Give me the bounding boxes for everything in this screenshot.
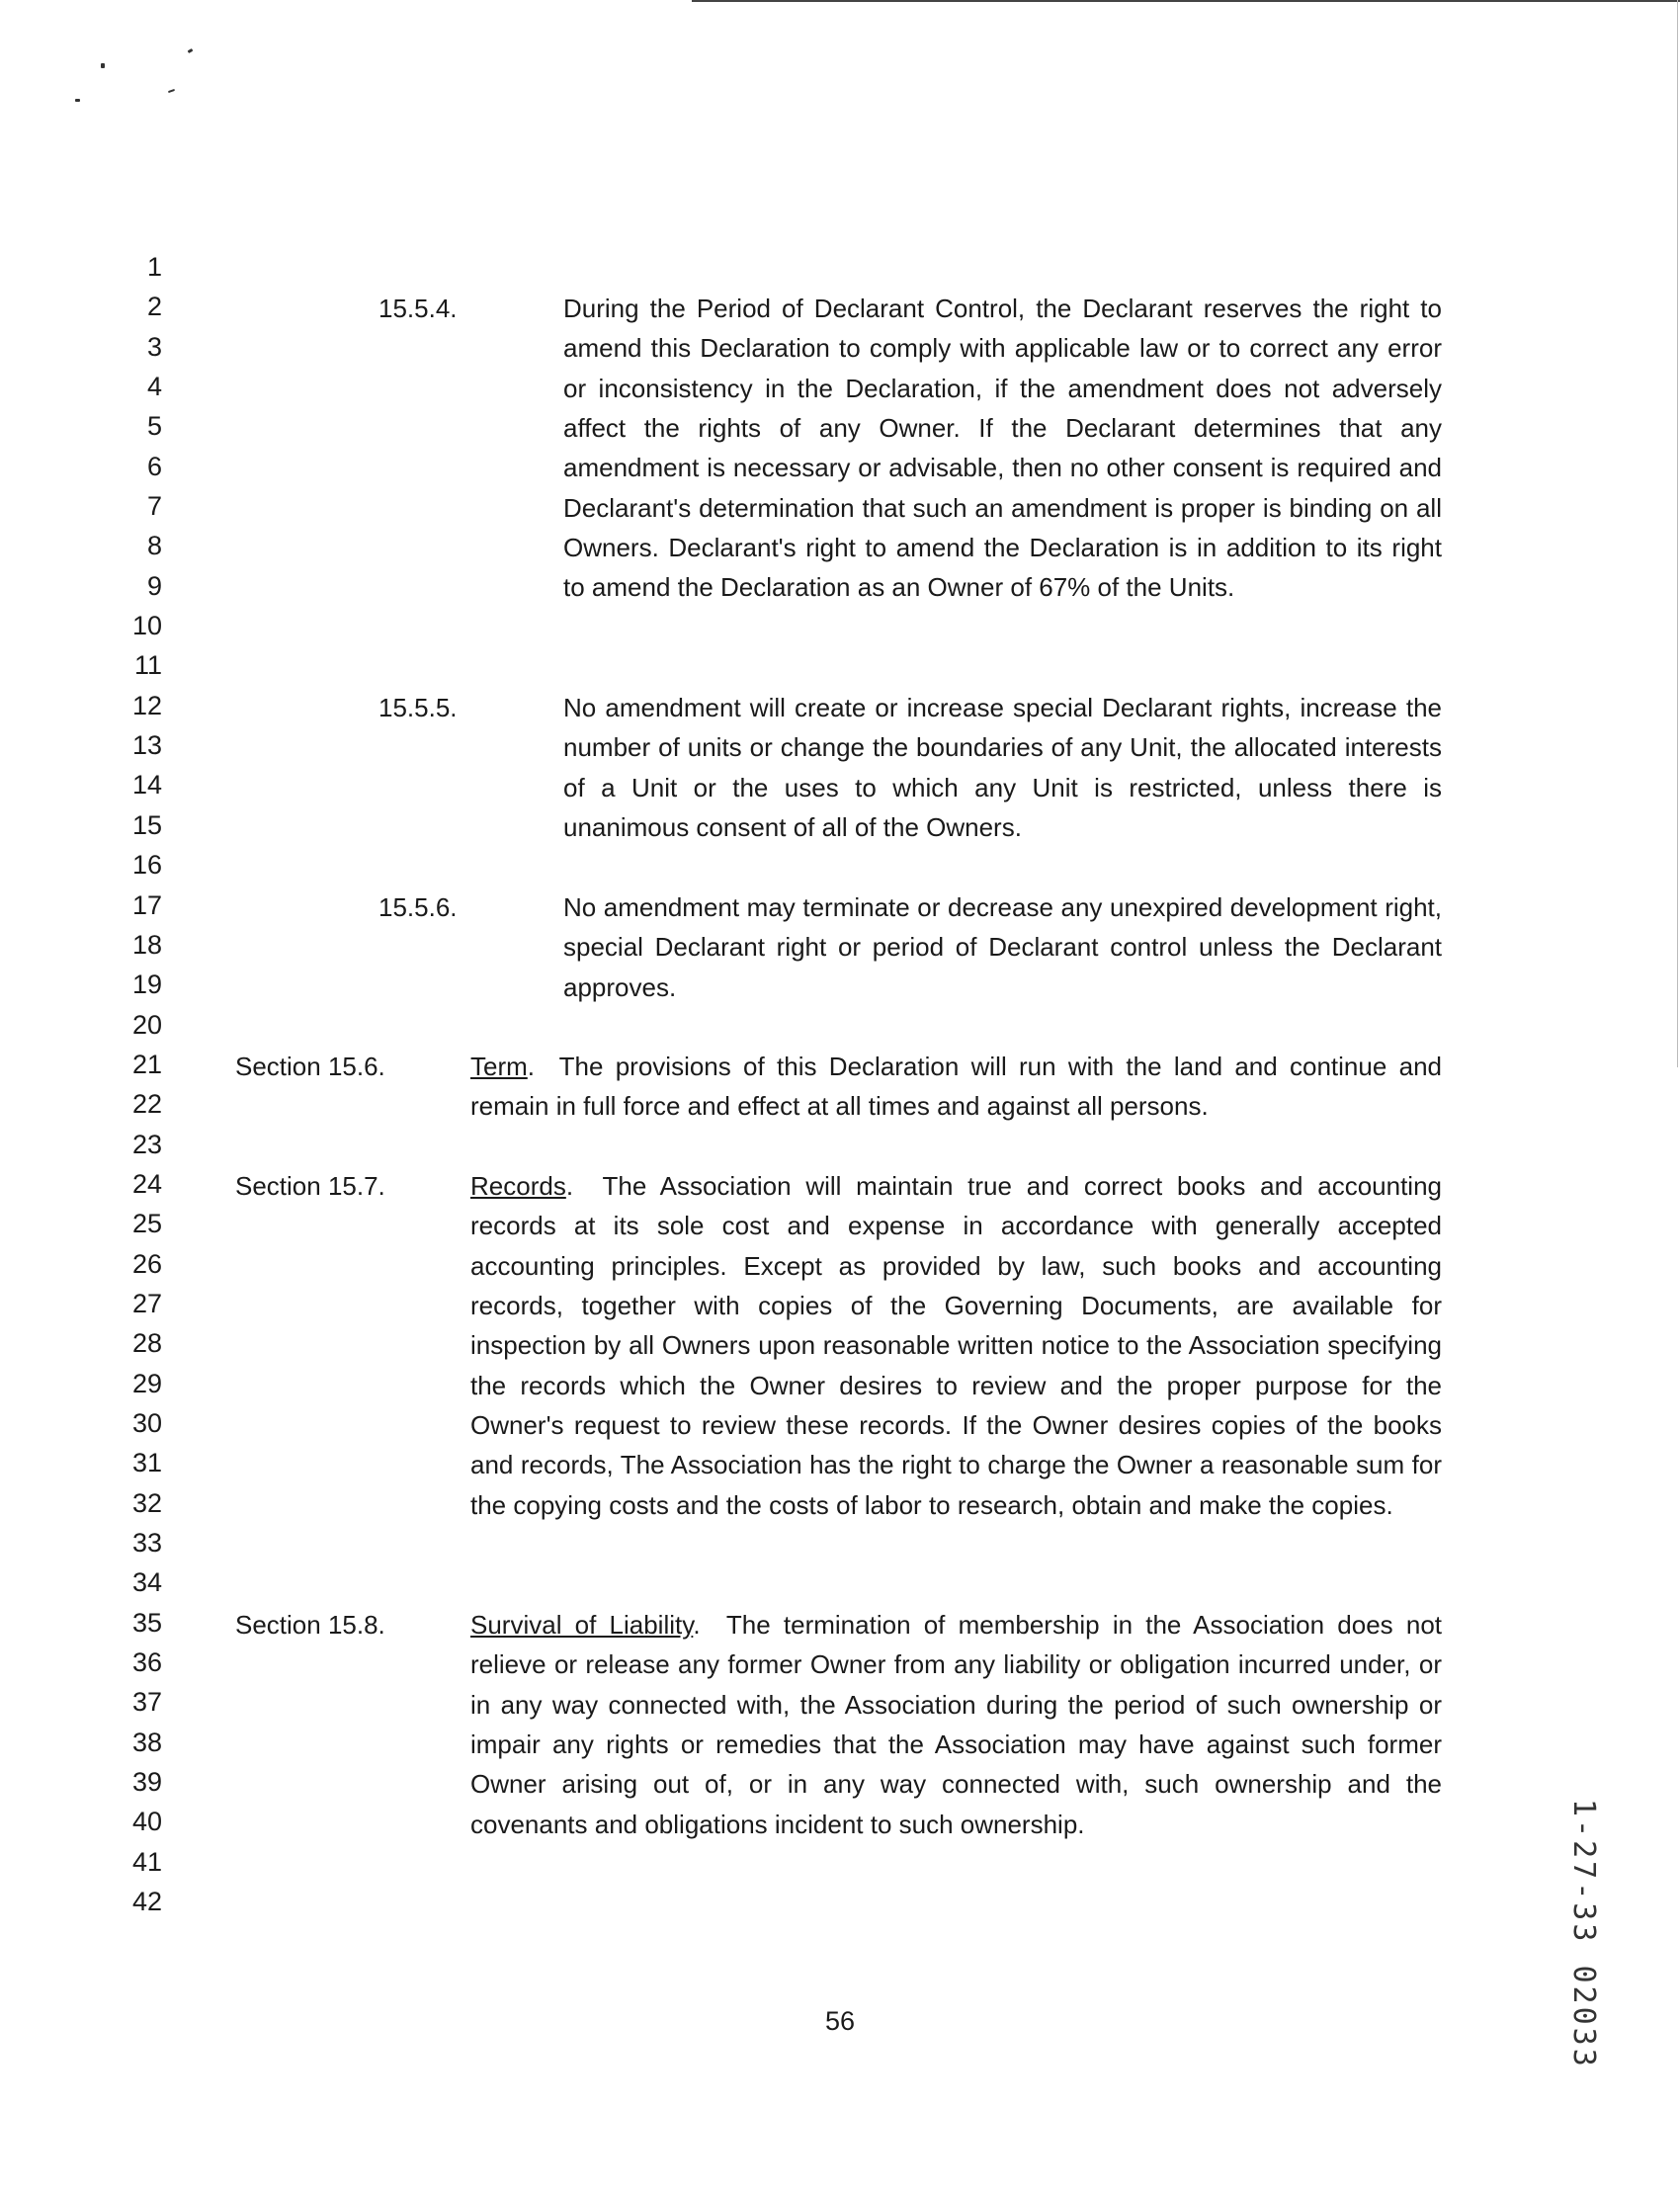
line-number: 18 [131, 929, 162, 960]
scan-speck [188, 48, 194, 53]
section-heading: Term [470, 1052, 528, 1081]
section-body: Records. The Association will maintain true and correct books and accounting records at its sole cost and expense in accordance with generally accepted accounting principles. Except as provided by law, such books and accounting records, together with copies of the Governing Documents, are available for inspection by all Owners upon reasonable written notice to the Association specifying the records which the Owner desires to review and the proper purpose for the Owner's request to review these records. If the Owner desires copies of the books and records, The Association has the right to charge the Owner a reasonable sum for the copying costs and the costs of labor to research, obtain and make the copies. [470, 1171, 1442, 1520]
line-number: 16 [131, 850, 162, 881]
scan-speck [101, 63, 105, 68]
line-number-column [111, 247, 162, 1921]
line-number: 25 [131, 1209, 162, 1239]
line-number: 42 [131, 1887, 162, 1917]
line-number: 40 [131, 1807, 162, 1837]
line-number: 31 [131, 1448, 162, 1478]
line-number: 1 [146, 252, 162, 282]
section-text: The termination of membership in the Association does not relieve or release any former Owner from any liability or obligation incurred under, or in any way connected with, the Association during the period of such ownership or impair any rights or remedies that the Association may have against such former Owner arising out of, or in any way connected with, such ownership and the covenants and obligations incident to such ownership. [470, 1610, 1442, 1839]
line-number: 38 [131, 1727, 162, 1757]
line-number: 35 [131, 1607, 162, 1638]
section-heading: Survival of Liability [470, 1610, 694, 1640]
line-number: 23 [131, 1129, 162, 1159]
section-body: Survival of Liability. The termination of membership in the Association does not relieve or release any former Owner from any liability or obligation incurred under, or in any way connected with, the Association during the period of such ownership or impair any rights or remedies that the Association may have against such former Owner arising out of, or in any way connected with, such ownership and the covenants and obligations incident to such ownership. [470, 1610, 1442, 1839]
line-number: 19 [131, 970, 162, 1000]
line-number: 41 [131, 1846, 162, 1877]
subsection-text: No amendment may terminate or decrease any unexpired development right, special Declarant right or period of Declarant control unless the Declarant approves. [563, 892, 1442, 1002]
line-number: 21 [131, 1049, 162, 1079]
subsection-number: 15.5.6. [378, 892, 458, 922]
recording-stamp: 1-27-33 02033 [1566, 1799, 1601, 2069]
line-number: 6 [146, 451, 162, 481]
line-number: 4 [146, 372, 162, 402]
line-number: 8 [146, 531, 162, 561]
scan-speck [168, 89, 175, 93]
line-number: 3 [146, 331, 162, 362]
line-number: 11 [133, 650, 162, 681]
section-heading: Records [470, 1171, 566, 1201]
section-body: Term. The provisions of this Declaration will run with the land and continue and remain in full force and effect at all times and against all persons. [470, 1052, 1442, 1122]
line-number: 28 [131, 1328, 162, 1359]
line-number: 24 [131, 1168, 162, 1199]
line-number: 29 [131, 1368, 162, 1398]
line-number: 27 [131, 1288, 162, 1318]
section-label: Section 15.6. [235, 1052, 385, 1081]
line-number: 17 [131, 889, 162, 920]
line-number: 26 [131, 1248, 162, 1279]
line-number: 34 [131, 1567, 162, 1598]
line-number: 10 [131, 611, 162, 641]
section-label: Section 15.7. [235, 1171, 385, 1201]
subsection-number: 15.5.5. [378, 693, 458, 722]
subsection-text: No amendment will create or increase special Declarant rights, increase the number of units or change the boundaries of any Unit, the allocated interests of a Unit or the uses to which any Unit is restricted, unless there is unanimous consent of all of the Owners. [563, 693, 1442, 843]
line-number: 36 [131, 1647, 162, 1678]
line-number: 15 [131, 809, 162, 840]
right-border-line [1677, 0, 1678, 1067]
subsection-text: During the Period of Declarant Control, the Declarant reserves the right to amend this Declaration to comply with applicable law or to correct any error or inconsistency in the Declaration, if the amendment does not adversely affect the rights of any Owner. If the Declarant determines that any amendment is necessary or advisable, then no other consent is required and Declarant's determination that such an amendment is proper is binding on all Owners. Declarant's right to amend the Declaration is in addition to its right to amend the Declaration as an Owner of 67% of the Units. [563, 294, 1442, 603]
section-label: Section 15.8. [235, 1610, 385, 1640]
line-number: 7 [146, 491, 162, 522]
line-number: 14 [131, 770, 162, 801]
top-border-line [692, 0, 1680, 2]
line-number: 13 [131, 730, 162, 761]
line-number: 30 [131, 1407, 162, 1438]
section-text: The Association will maintain true and correct books and accounting records at its sole cost and expense in accordance with generally accepted accounting principles. Except as provided by law, such books and accounting records, together with copies of the Governing Documents, are available for inspection by all Owners upon reasonable written notice to the Association specifying the records which the Owner desires to review and the proper purpose for the Owner's request to review these records. If the Owner desires copies of the books and records, The Association has the right to charge the Owner a reasonable sum for the copying costs and the costs of labor to research, obtain and make the copies. [470, 1171, 1442, 1520]
scan-speck [75, 99, 80, 102]
line-number: 39 [131, 1767, 162, 1798]
line-number: 12 [131, 690, 162, 720]
line-number: 2 [146, 292, 162, 322]
line-number: 20 [131, 1009, 162, 1040]
section-text: The provisions of this Declaration will run with the land and continue and remain in full force and effect at all times and against all persons. [470, 1052, 1442, 1122]
line-number: 33 [131, 1528, 162, 1558]
page-number: 56 [824, 2006, 856, 2036]
line-number: 32 [131, 1487, 162, 1518]
line-number: 5 [146, 411, 162, 442]
line-number: 9 [146, 570, 162, 601]
subsection-number: 15.5.4. [378, 294, 458, 323]
line-number: 22 [131, 1089, 162, 1120]
line-number: 37 [131, 1687, 162, 1718]
